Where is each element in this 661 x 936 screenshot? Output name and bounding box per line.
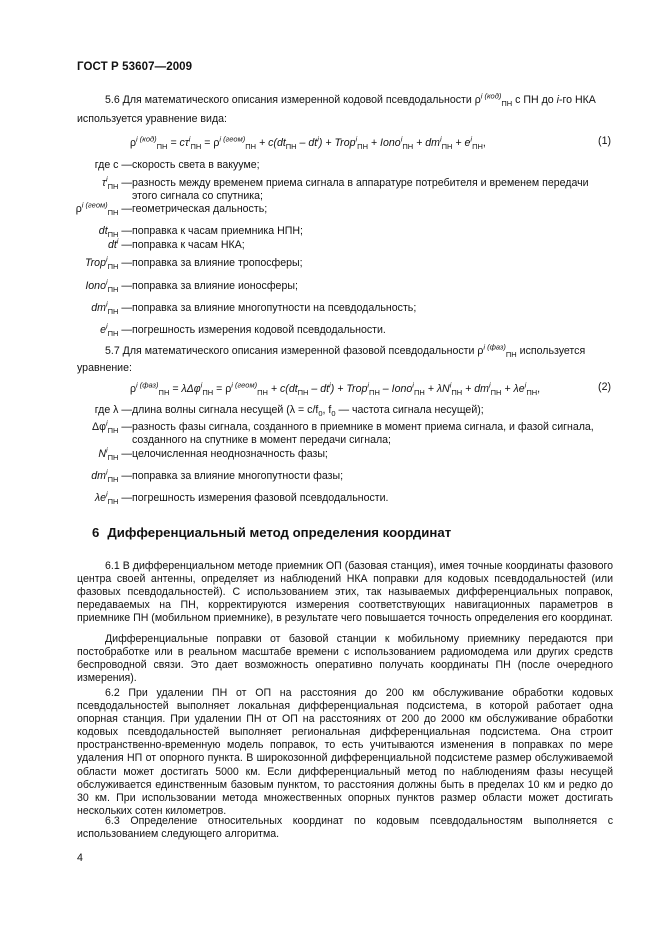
equation-1-number: (1) — [598, 135, 611, 147]
page-number: 4 — [77, 852, 83, 864]
paragraph-6-1-continued: Дифференциальные поправки от базовой станции к мобильному приемнику передаются при постобработке или в реальном масштабе времени с использованием радиомодема или других средств беспроводной связи. Это дает возможность оперативно получать координаты ПН (после очередного измерения). — [77, 633, 613, 685]
definition-lambda-e: $\lambda e^i_{ПН}$ — погрешность измерения фазовой псевдодальности. — [94, 489, 389, 507]
equation-2-number: (2) — [598, 381, 611, 393]
definition-rho-geom: $\rho^{i (геом)}_{ПН}$ — геометрическая дальность; — [75, 200, 268, 218]
section-6-heading: 6 Дифференциальный метод определения координат — [92, 525, 452, 540]
equation-1: $\rho^{i (код)}_{ПН} = c\tau^i_{ПН} = \rho^{i (геом)}_{ПН} + c(dt_{ПН} - dt^i)$ + Trop$^i_{ПН}$ + Iono$^i_{ПН}$ + $dm^i_{ПН} + e^i_{ПН}$, — [130, 134, 486, 152]
definition-lambda: где λ — длина волны сигнала несущей ($\lambda = c/f_0$, $f_0$ — частота сигнала несущей); — [94, 404, 484, 419]
definition-dt-pn: $dt_{ПН}$ — поправка к часам приемника НПН; — [98, 225, 303, 240]
paragraph-6-1: 6.1 В дифференциальном методе приемник ОП (базовая станция), имея точные координаты фазового центра своей антенны, определяет из наблюдений НКА поправки для кодовых псевдодальностей (или фазовых псевдодальностей). С использованием этих, так называемых дифференциальных поправок, передаваемых на ПН, корректируются измерения соответствующих навигационных параметров в приемнике ПН (мобильном приемнике), в результате чего повышается точность определения его координат. — [77, 560, 613, 625]
paragraph-5-7: 5.7 Для математического описания измеренной фазовой псевдодальности $\rho^{i (фаз)}_{ПН}$ используется — [105, 342, 586, 360]
definition-delta-phi: $\Delta\varphi^i_{ПН}$ — разность фазы сигнала, созданного в приемнике в момент приема сигнала, и фазой сигнала, созданного на спутнике в момент передачи сигнала; — [92, 418, 594, 447]
definition-dt-i: $dt^i$ — поправка к часам НКА; — [107, 236, 245, 251]
document-header: ГОСТ Р 53607—2009 — [77, 61, 193, 73]
definition-dm: $dm^i_{ПН}$ — поправка за влияние многопутности на псевдодальность; — [91, 299, 417, 317]
definition-c: где c — скорость света в вакууме; — [94, 159, 260, 171]
definition-trop: Trop$^i_{ПН}$ — поправка за влияние тропосферы; — [84, 254, 303, 272]
paragraph-5-6-line2: используется уравнение вида: — [77, 113, 227, 125]
paragraph-5-6: 5.6 Для математического описания измеренной кодовой псевдодальности $\rho^{i (код)}_{ПН}$ с ПН до i-го НКА — [105, 91, 596, 109]
paragraph-6-2: 6.2 При удалении ПН от ОП на расстояния до 200 км обслуживание обработки кодовых псевдодальностей выполняет локальная дифференциальная подсистема, в которой работает одна опорная станция. При удалении ПН от ОП на расстояниях от 200 до 2000 км обслуживание обработки кодовых псевдодальностей выполняет региональная дифференциальная подсистема. Она строит пространственно-временную модель поправок, то есть учитываются изменения в поправках по мере удаления НП от опорного пункта. В широкозонной дифференциальной подсистеме размер обслуживаемой области может достигать 5000 км. Если дифференциальный метод по наблюдениям фазы несущей обслуживается единственным базовым пунктом, то расстояния должны быть в пределах 10 км и редко до 30 км. При использовании метода множественных опорных пунктов размер области может достигать нескольких сотен километров. — [77, 687, 613, 817]
definition-iono: Iono$^i_{ПН}$ — поправка за влияние ионосферы; — [85, 277, 298, 295]
equation-2: $\rho^{i (фаз)}_{ПН} = \lambda\Delta\varphi^i_{ПН} = \rho^{i (геом)}_{ПН} + c(dt_{ПН} - dt^i)$ + Trop$^i_{ПН}$ – Iono$^i_{ПН}$ + $\lambda N^i_{ПН} + dm^i_{ПН} + \lambda e^i_{ПН}$, — [130, 380, 541, 398]
definition-dm-phase: $dm^i_{ПН}$ — поправка за влияние многопутности фазы; — [91, 467, 344, 485]
definition-n: $N^i_{ПН}$ — целочисленная неоднозначность фазы; — [98, 445, 328, 463]
definition-tau: $\tau^i_{ПН}$ — разность между временем приема сигнала в аппаратуре потребителя и временем передачи этого сигнала со спутника; — [102, 174, 589, 203]
paragraph-5-7-line2: уравнение: — [77, 362, 132, 374]
definition-e: $e^i_{ПН}$ — погрешность измерения кодовой псевдодальности. — [100, 321, 386, 339]
paragraph-6-3: 6.3 Определение относительных координат по кодовым псевдодальностям выполняется с использованием следующего алгоритма. — [77, 815, 613, 841]
